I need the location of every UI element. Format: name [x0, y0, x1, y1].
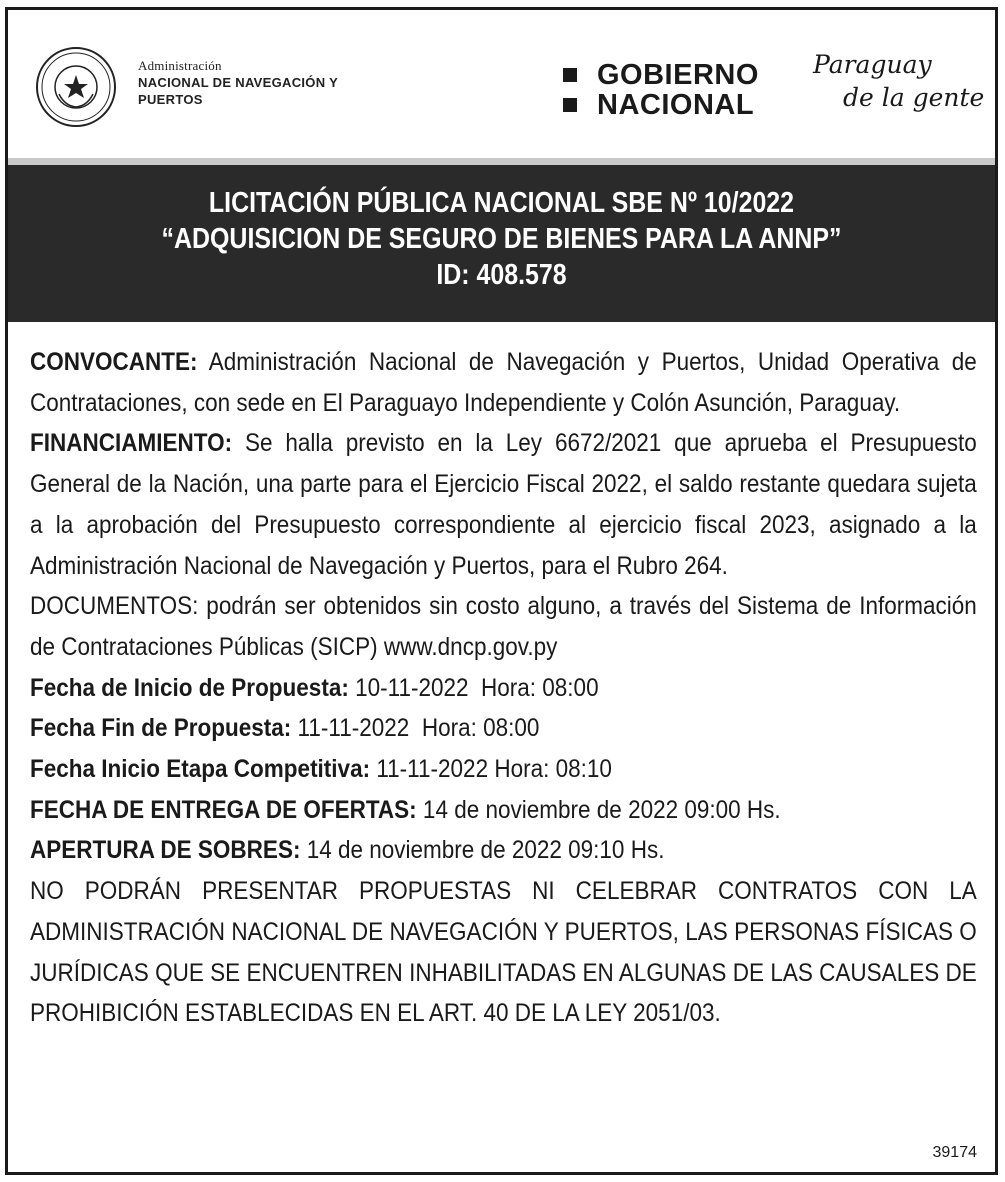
slogan-line-1: Paraguay [813, 50, 932, 79]
fin-line [30, 708, 977, 749]
financiamiento-paragraph [30, 423, 977, 586]
square-bullet-icon [563, 98, 577, 112]
financiamiento-label: FINANCIAMIENTO: [30, 429, 233, 458]
entrega-value: 14 de noviembre de 2022 09:00 Hs. [416, 795, 781, 824]
convocante-label: CONVOCANTE: [30, 348, 198, 376]
gobierno-nacional-logo [563, 60, 759, 120]
convocante-paragraph [30, 342, 977, 423]
slogan-logo [813, 50, 984, 112]
convocante-text: Administración Nacional de Navegación y Puertos, Unidad Operativa de Contrataciones, con sede en El Paraguayo Independiente y Colón Asunción, Paraguay. [30, 348, 977, 417]
agency-line-3: PUERTOS [138, 92, 203, 107]
inicio-label: Fecha de Inicio de Propuesta: [30, 673, 349, 702]
national-seal-icon [35, 46, 117, 128]
header [8, 10, 995, 158]
gobierno-line-1: GOBIERNO [597, 58, 759, 91]
slogan-line-2: de la gente [843, 83, 985, 112]
prohibicion-paragraph: NO PODRÁN PRESENTAR PROPUESTAS NI CELEBRAR CONTRATOS CON LA ADMINISTRACIÓN NACIONAL DE NAVEGACIÓN Y PUERTOS, LAS PERSONAS FÍSICAS O JURÍDICAS QUE SE ENCUENTREN INHABILITADAS EN ALGUNAS DE LAS CAUSALES DE PROHIBICIÓN ESTABLECIDAS EN EL ART. 40 DE LA LEY 2051/03. [30, 877, 977, 1028]
agency-line-1: Administración [138, 58, 222, 73]
fin-label: Fecha Fin de Propuesta: [30, 714, 292, 743]
reference-number: 39174 [932, 1144, 977, 1161]
square-bullet-icon [563, 68, 577, 82]
etapa-line [30, 749, 977, 790]
notice-frame [5, 7, 998, 1175]
inicio-line [30, 668, 977, 709]
apertura-label: APERTURA DE SOBRES: [30, 836, 301, 865]
gobierno-line-2: NACIONAL [597, 88, 755, 121]
etapa-label: Fecha Inicio Etapa Competitiva: [30, 755, 371, 784]
entrega-line [30, 790, 977, 831]
financiamiento-text: Se halla previsto en la Ley 6672/2021 que aprueba el Presupuesto General de la Nación, una parte para el Ejercicio Fiscal 2022, el saldo restante quedara sujeta a la aprobación del Presupuesto correspondiente al ejercicio fiscal 2023, asignado a la Administración Nacional de Navegación y Puertos, para el Rubro 264. [30, 429, 977, 580]
entrega-label: FECHA DE ENTREGA DE OFERTAS: [30, 795, 417, 824]
notice-body [30, 342, 977, 1034]
divider-band [8, 158, 995, 165]
title-line-2: “ADQUISICION DE SEGURO DE BIENES PARA LA ANNP” [161, 223, 842, 255]
apertura-value: 14 de noviembre de 2022 09:10 Hs. [300, 836, 665, 865]
agency-line-2: NACIONAL DE NAVEGACIÓN Y [138, 75, 339, 90]
fin-value: 11-11-2022 Hora: 08:00 [291, 714, 540, 743]
title-bar [8, 165, 995, 322]
apertura-line [30, 830, 977, 871]
agency-name [138, 58, 338, 108]
title-line-3: ID: 408.578 [436, 259, 567, 291]
inicio-value: 10-11-2022 Hora: 08:00 [348, 673, 599, 702]
title-line-1: LICITACIÓN PÚBLICA NACIONAL SBE Nº 10/2022 [208, 187, 795, 219]
documentos-paragraph: DOCUMENTOS: podrán ser obtenidos sin costo alguno, a través del Sistema de Información de Contrataciones Públicas (SICP) www.dncp.gov.py [30, 592, 977, 661]
etapa-value: 11-11-2022 Hora: 08:10 [370, 755, 612, 784]
